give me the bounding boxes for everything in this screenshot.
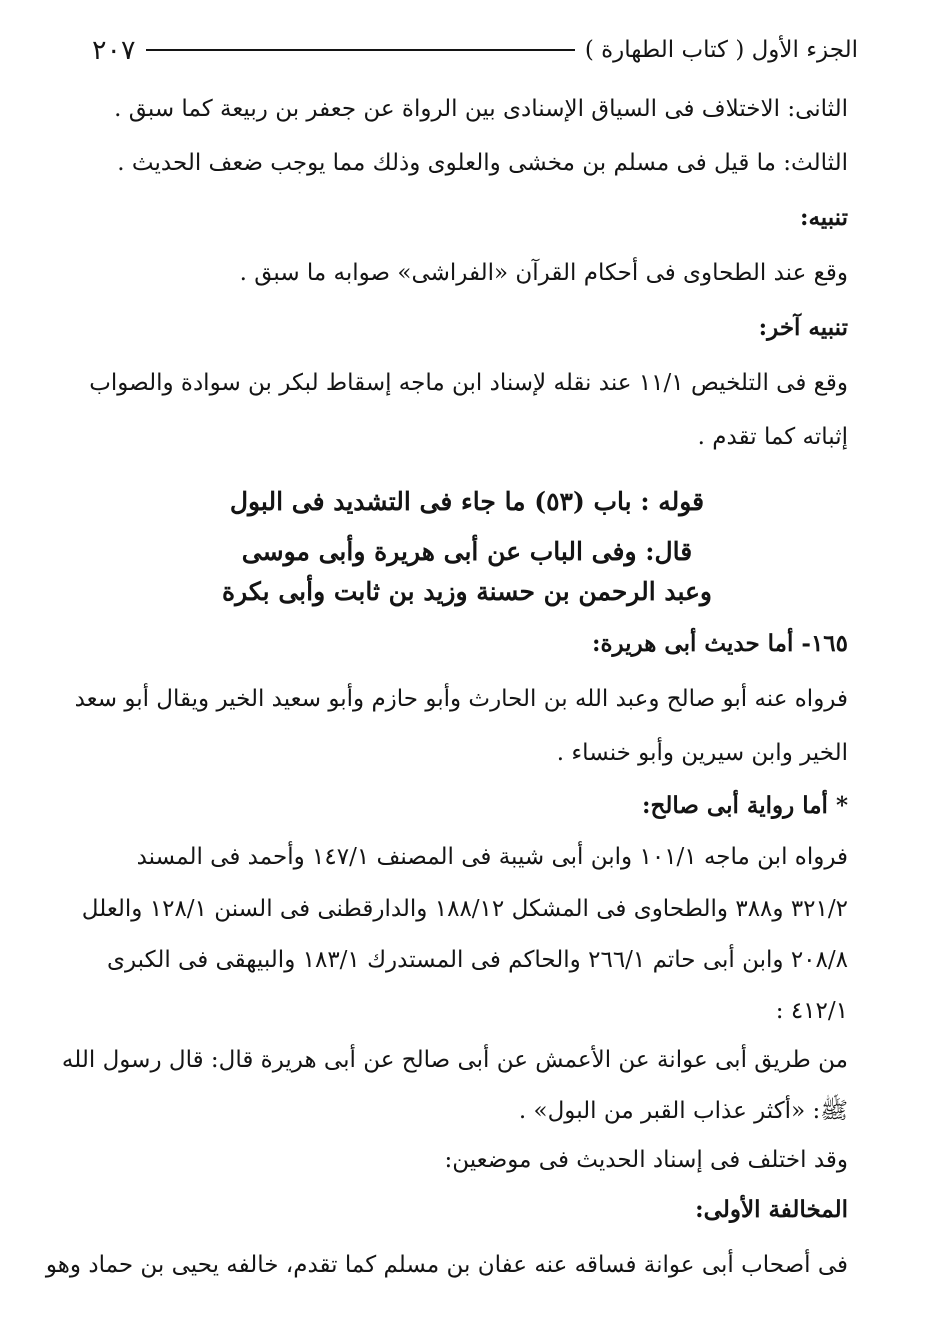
text-line: وقد اختلف فى إسناد الحديث فى موضعين: [444,1147,848,1173]
text-line: تنبيه آخر: [758,314,848,341]
text-line: إثباته كما تقدم . [697,424,848,450]
text-line: ٤١٢/١ : [775,998,848,1024]
text-line: الثالث: ما قيل فى مسلم بن مخشى والعلوى وذلك مما يوجب ضعف الحديث . [117,150,848,176]
text-line: ﷺ: «أكثر عذاب القبر من البول» . [518,1098,848,1124]
text-line: تنبيه: [799,204,848,231]
text-line: ١٦٥- أما حديث أبى هريرة: [591,630,848,657]
text-line: وقع فى التلخيص ١١/١ عند نقله لإسناد ابن ماجه إسقاط لبكر بن سوادة والصواب [89,370,848,396]
text-line: ٣٢١/٢ و٣٨٨ والطحاوى فى المشكل ١٨٨/١٢ والدارقطنى فى السنن ١٢٨/١ والعلل [81,896,848,922]
chapter-heading-line: وعبد الرحمن بن حسنة وزيد بن ثابت وأبى بكرة [221,577,713,606]
text-line: ٢٠٨/٨ وابن أبى حاتم ٢٦٦/١ والحاكم فى المستدرك ١٨٣/١ والبيهقى فى الكبرى [106,947,848,973]
page-number: ٢٠٧ [92,34,136,66]
header-rule [146,49,575,51]
chapter-heading-line: قال: وفى الباب عن أبى هريرة وأبى موسى [241,537,693,566]
text-line: * أما رواية أبى صالح: [642,792,848,819]
text-line: الثانى: الاختلاف فى السياق الإسنادى بين الرواة عن جعفر بن ربيعة كما سبق . [114,96,848,122]
text-line: وقع عند الطحاوى فى أحكام القرآن «الفراشى» صوابه ما سبق . [239,260,848,286]
text-line: فى أصحاب أبى عوانة فساقه عنه عفان بن مسلم كما تقدم، خالفه يحيى بن حماد وهو [45,1252,848,1278]
running-title: الجزء الأول ( كتاب الطهارة ) [584,37,858,63]
text-line: فرواه عنه أبو صالح وعبد الله بن الحارث وأبو حازم وأبو سعيد الخير ويقال أبو سعد [74,686,848,712]
page-header [92,30,858,70]
text-line: فرواه ابن ماجه ١٠١/١ وابن أبى شيبة فى المصنف ١٤٧/١ وأحمد فى المسند [136,844,848,870]
text-line: المخالفة الأولى: [695,1196,848,1223]
text-line: الخير وابن سيرين وأبو خنساء . [556,740,848,766]
text-line: من طريق أبى عوانة عن الأعمش عن أبى صالح عن أبى هريرة قال: قال رسول الله [61,1047,848,1073]
chapter-heading-line: قوله : باب (٥٣) ما جاء فى التشديد فى البول [229,487,705,516]
